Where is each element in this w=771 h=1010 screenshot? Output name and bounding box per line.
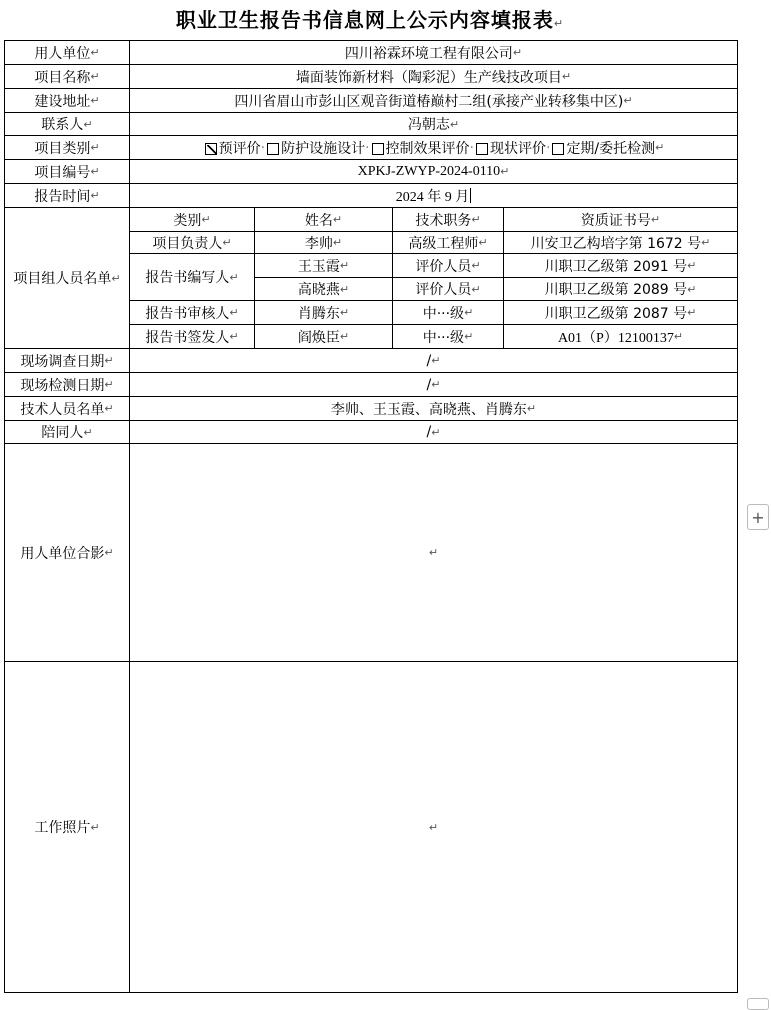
value-survey-date[interactable]: / ↵ (130, 349, 738, 373)
type-label: 控制效果评价 (385, 140, 470, 157)
work-photo-area[interactable]: ↵ (130, 662, 738, 993)
value-escort[interactable]: / ↵ (130, 421, 738, 444)
member-title: 中···级 ↵ (393, 325, 504, 349)
member-title: 评价人员 ↵ (393, 278, 504, 301)
label-tech-staff: 技术人员名单 ↵ (5, 397, 130, 421)
member-name: 肖腾东 ↵ (255, 301, 393, 325)
checkbox-status-evaluation[interactable] (476, 143, 488, 155)
role-report-reviewer: 报告书审核人 ↵ (130, 301, 255, 325)
group-photo-area[interactable]: ↵ (130, 444, 738, 662)
member-title: 中···级 ↵ (393, 301, 504, 325)
type-label: 防护设施设计 (281, 140, 366, 157)
form-table (4, 40, 738, 993)
label-report-time: 报告时间 ↵ (5, 184, 130, 208)
team-header-title: 技术职务 ↵ (393, 208, 504, 232)
type-label: 预评价 (218, 140, 261, 157)
team-header-name: 姓名 ↵ (255, 208, 393, 232)
role-report-issuer: 报告书签发人 ↵ (130, 325, 255, 349)
member-cert: 川安卫乙构培字第 1672 号 ↵ (504, 232, 738, 254)
checkbox-periodic-test[interactable] (552, 143, 564, 155)
team-header-category: 类别 ↵ (130, 208, 255, 232)
value-report-time[interactable]: 2024 年 9 月 (130, 184, 738, 208)
type-label: 定期/委托检测 (566, 140, 656, 157)
value-tech-staff[interactable]: 李帅、王玉霞、高晓燕、肖腾东 ↵ (130, 397, 738, 421)
value-project-no[interactable]: XPKJ-ZWYP-2024-0110 ↵ (130, 160, 738, 184)
label-address: 建设地址 ↵ (5, 89, 130, 113)
member-name: 王玉霞 ↵ (255, 254, 393, 278)
member-name: 李帅 ↵ (255, 232, 393, 254)
value-project-name[interactable]: 墙面装饰新材料（陶彩泥）生产线技改项目 ↵ (130, 65, 738, 89)
label-team: 项目组人员名单 ↵ (5, 208, 130, 349)
label-project-type: 项目类别 ↵ (5, 136, 130, 160)
checkbox-protection-design[interactable] (267, 143, 279, 155)
type-label: 现状评价 (489, 140, 546, 157)
team-header-cert: 资质证书号 ↵ (504, 208, 738, 232)
member-cert: 川职卫乙级第 2091 号 ↵ (504, 254, 738, 278)
form-title: 职业卫生报告书信息网上公示内容填报表↵ (175, 8, 565, 32)
label-contact: 联系人 ↵ (5, 113, 130, 136)
member-title: 评价人员 ↵ (393, 254, 504, 278)
add-row-button[interactable]: + (747, 504, 769, 530)
label-survey-date: 现场调查日期 ↵ (5, 349, 130, 373)
text-cursor (470, 188, 471, 203)
label-project-no: 项目编号 ↵ (5, 160, 130, 184)
value-address[interactable]: 四川省眉山市彭山区观音街道椿巅村二组(承接产业转移集中区) ↵ (130, 89, 738, 113)
member-cert: 川职卫乙级第 2087 号 ↵ (504, 301, 738, 325)
add-row-button-bottom[interactable] (747, 998, 769, 1010)
value-contact[interactable]: 冯朝志 ↵ (130, 113, 738, 136)
label-group-photo: 用人单位合影 ↵ (5, 444, 130, 662)
label-employer: 用人单位 ↵ (5, 41, 130, 65)
checkbox-pre-evaluation[interactable] (205, 143, 217, 155)
member-cert: A01（P）12100137 ↵ (504, 325, 738, 349)
role-project-leader: 项目负责人 ↵ (130, 232, 255, 254)
label-work-photo: 工作照片 ↵ (5, 662, 130, 993)
label-escort: 陪同人 ↵ (5, 421, 130, 444)
label-project-name: 项目名称 ↵ (5, 65, 130, 89)
member-name: 高晓燕 ↵ (255, 278, 393, 301)
label-test-date: 现场检测日期 ↵ (5, 373, 130, 397)
value-test-date[interactable]: / ↵ (130, 373, 738, 397)
checkbox-control-effect[interactable] (372, 143, 384, 155)
member-cert: 川职卫乙级第 2089 号 ↵ (504, 278, 738, 301)
role-report-writer: 报告书编写人 ↵ (130, 254, 255, 301)
member-name: 阎焕臣 ↵ (255, 325, 393, 349)
member-title: 高级工程师 ↵ (393, 232, 504, 254)
value-employer[interactable]: 四川裕霖环境工程有限公司 ↵ (130, 41, 738, 65)
value-project-type: 预评价 · 防护设施设计 · 控制效果评价 · 现状评价 · 定期/委托检测 ↵ (130, 136, 738, 160)
